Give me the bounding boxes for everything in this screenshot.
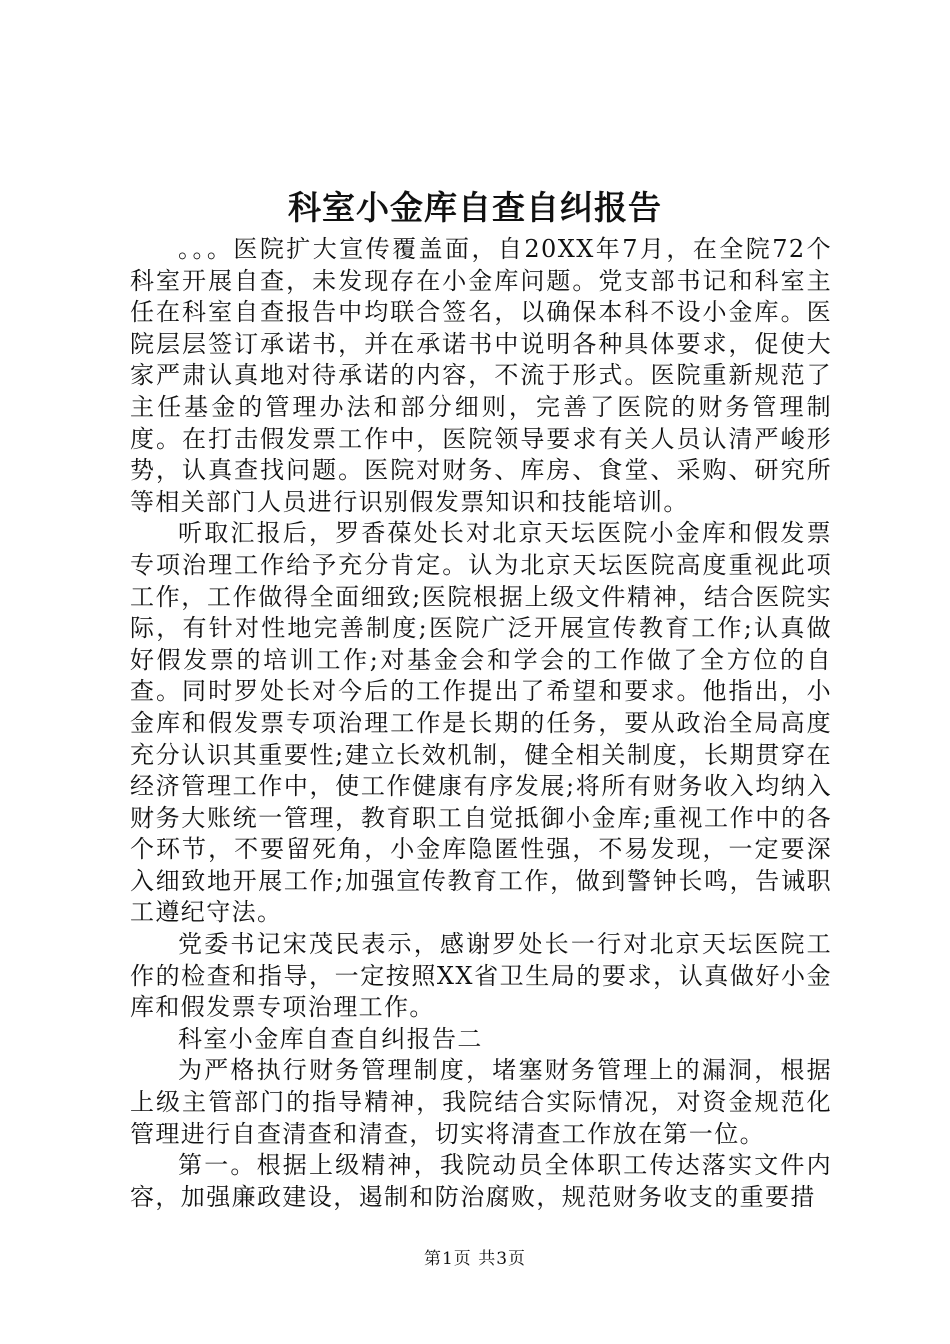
page-footer: 第1页 共3页 <box>423 1249 527 1269</box>
document-title: 科室小金库自查自纠报告 <box>288 188 662 227</box>
paragraph: 。。。医院扩大宣传覆盖面，自20XX年7月，在全院72个科室开展自查，未发现存在小金库问题。党支部书记和科室主任在科室自查报告中均联合签名，以确保本科不设小金库。医院层层签订承诺书，并在承诺书中说明各种具体要求，促使大家严肃认真地对待承诺的内容，不流于形式。医院重新规范了主任基金的管理办法和部分细则，完善了医院的财务管理制度。在打击假发票工作中，医院领导要求有关人员认清严峻形势，认真查找问题。医院对财务、库房、食堂、采购、研究所等相关部门人员进行识别假发票知识和技能培训。 <box>130 235 832 516</box>
paragraph: 党委书记宋茂民表示，感谢罗处长一行对北京天坛医院工作的检查和指导，一定按照XX省卫生局的要求，认真做好小金库和假发票专项治理工作。 <box>130 930 832 1022</box>
paragraph: 第一。根据上级精神，我院动员全体职工传达落实文件内容，加强廉政建设，遏制和防治腐败，规范财务收支的重要措 <box>130 1151 832 1211</box>
paragraph: 听取汇报后，罗香葆处长对北京天坛医院小金库和假发票专项治理工作给予充分肯定。认为北京天坛医院高度重视此项工作，工作做得全面细致;医院根据上级文件精神，结合医院实际，有针对性地完善制度;医院广泛开展宣传教育工作;认真做好假发票的培训工作;对基金会和学会的工作做了全方位的自查。同时罗处长对今后的工作提出了希望和要求。他指出，小金库和假发票专项治理工作是长期的任务，要从政治全局高度充分认识其重要性;建立长效机制，健全相关制度，长期贯穿在经济管理工作中，使工作健康有序发展;将所有财务收入均纳入财务大账统一管理，教育职工自觉抵御小金库;重视工作中的各个环节，不要留死角，小金库隐匿性强，不易发现，一定要深入细致地开展工作;加强宣传教育工作，做到警钟长鸣，告诫职工遵纪守法。 <box>130 519 832 927</box>
document-body <box>130 234 832 1213</box>
paragraph: 为严格执行财务管理制度，堵塞财务管理上的漏洞，根据上级主管部门的指导精神，我院结合实际情况，对资金规范化管理进行自查清查和清查，切实将清查工作放在第一位。 <box>130 1056 832 1148</box>
section-heading: 科室小金库自查自纠报告二 <box>178 1024 483 1053</box>
